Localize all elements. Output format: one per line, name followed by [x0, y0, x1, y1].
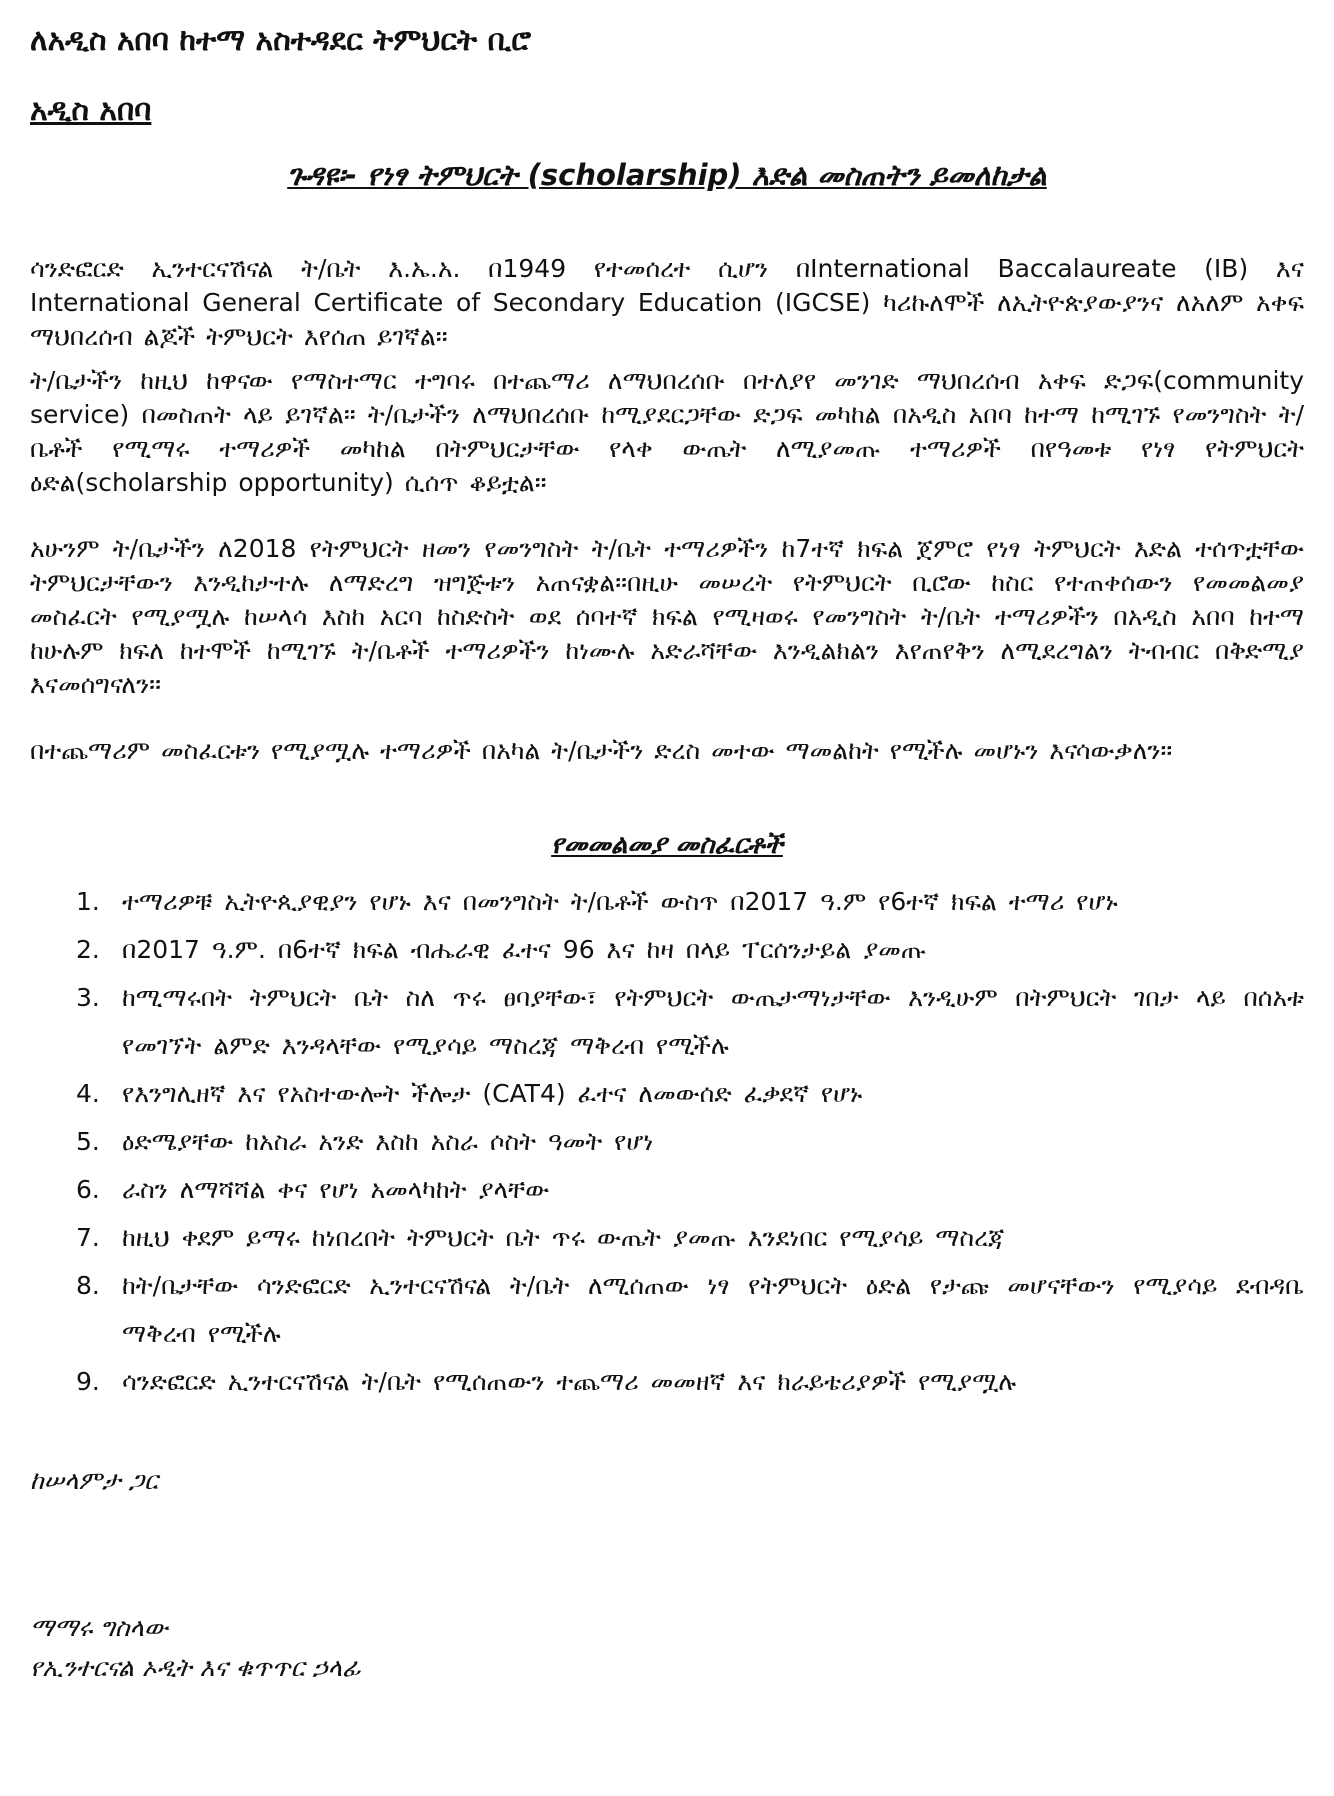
criteria-list [30, 878, 1304, 1406]
criteria-number: 1. [76, 887, 100, 916]
criteria-number: 5. [76, 1127, 100, 1156]
paragraph-community-service: ት/ቤታችን ከዚህ ከዋናው የማስተማር ተግባሩ በተጨማሪ ለማህበረሰቡ በተለያየ መንገድ ማህበረሰብ አቀፍ ድጋፍ(community service) በመስጠት ላይ ይገኛል፡፡ ት/ቤታችን ለማህበረሰቡ ከሚያደርጋቸው ድጋፍ መካከል በአዲስ አበባ ከተማ ከሚገኙ የመንግስት ት/ቤቶች የሚማሩ ተማሪዎች መካከል በትምህርታቸው የላቀ ውጤት ለሚያመጡ ተማሪዎች በየዓመቱ የነፃ የትምህርት ዕድል(scholarship opportunity) ሲሰጥ ቆይቷል፡፡ [30, 366, 1304, 497]
criteria-number: 8. [76, 1271, 100, 1300]
list-item [76, 1166, 1304, 1214]
criteria-text: ሳንድፎርድ ኢንተርናሽናል ት/ቤት የሚሰጠውን ተጨማሪ መመዘኛ እና ክራይቴሪያዎች የሚያሟሉ [122, 1367, 1017, 1396]
list-item [76, 926, 1304, 974]
criteria-number: 2. [76, 935, 100, 964]
closing-line: ከሠላምታ ጋር [30, 1466, 158, 1495]
criteria-title: የመመልመያ መስፈርቶች [551, 830, 783, 860]
subject-line: ጉዳዩ፡- የነፃ ትምህርት (scholarship) እድል መስጠትን ይመለከታል [287, 158, 1047, 192]
paragraph-direct-application: በተጨማሪም መስፈርቱን የሚያሟሉ ተማሪዎች በአካል ት/ቤታችን ድረስ መተው ማመልከት የሚችሉ መሆኑን እናሳውቃለን፡፡ [30, 736, 1173, 765]
criteria-text: ከዚህ ቀደም ይማሩ ከነበረበት ትምህርት ቤት ጥሩ ውጤት ያመጡ እንደነበር የሚያሳይ ማስረጃ [122, 1223, 1005, 1252]
criteria-number: 9. [76, 1367, 100, 1396]
criteria-text: ራስን ለማሻሻል ቀና የሆነ አመላካከት ያላቸው [122, 1175, 550, 1204]
criteria-number: 4. [76, 1079, 100, 1108]
signer-title: የኢንተርናል ኦዲት እና ቁጥጥር ኃላፊ [30, 1653, 361, 1682]
recipient-line: ለአዲስ አበባ ከተማ አስተዳደር ትምህርት ቢሮ [30, 23, 532, 58]
criteria-number: 7. [76, 1223, 100, 1252]
signer-name: ማማሩ ግስላው [30, 1613, 169, 1642]
list-item [76, 1262, 1304, 1358]
criteria-text: ተማሪዎቹ ኢትዮጲያዊያን የሆኑ እና በመንግስት ት/ቤቶች ውስጥ በ2017 ዓ.ም የ6ተኛ ክፍል ተማሪ የሆኑ [122, 887, 1118, 916]
list-item [76, 1214, 1304, 1262]
list-item [76, 878, 1304, 926]
criteria-number: 6. [76, 1175, 100, 1204]
paragraph-request: አሁንም ት/ቤታችን ለ2018 የትምህርት ዘመን የመንግስት ት/ቤት ተማሪዎችን ከ7ተኛ ክፍል ጀምሮ የነፃ ትምህርት እድል ተሰጥቷቸው ትምህርታቸውን እንዲከታተሉ ለማድረግ ዝግጅቱን አጠናቋል፡፡በዚሁ መሠረት የትምህርት ቢሮው ከስር የተጠቀሰውን የመመልመያ መስፈርት የሚያሟሉ ከሠላሳ እስከ አርባ ከስድስት ወደ ሰባተኛ ክፍል የሚዛወሩ የመንግስት ት/ቤት ተማሪዎችን በአዲስ አበባ ከተማ ከሁሉም ክፍለ ከተሞች ከሚገኙ ት/ቤቶች ተማሪዎችን ከነሙሉ አድራሻቸው እንዲልክልን እየጠየቅን ለሚደረግልን ትብብር በቅድሚያ እናመሰግናለን፡፡ [30, 534, 1304, 699]
criteria-text: ከት/ቤታቸው ሳንድፎርድ ኢንተርናሽናል ት/ቤት ለሚሰጠው ነፃ የትምህርት ዕድል የታጩ መሆናቸውን የሚያሳይ ደብዳቤ ማቅረብ የሚችሉ [122, 1271, 1304, 1348]
criteria-text: የእንግሊዘኛ እና የአስተውሎት ችሎታ (CAT4) ፈተና ለመውሰድ ፈቃደኛ የሆኑ [122, 1079, 863, 1108]
criteria-number: 3. [76, 983, 100, 1012]
criteria-text: ዕድሜያቸው ከአስራ አንድ እስከ አስራ ሶስት ዓመት የሆነ [122, 1127, 654, 1156]
criteria-text: ከሚማሩበት ትምህርት ቤት ስለ ጥሩ ፀባያቸው፣ የትምህርት ውጤታማነታቸው እንዲሁም በትምህርት ገበታ ላይ በሰአቱ የመገኘት ልምድ እንዳላቸው የሚያሳይ ማስረጃ ማቅረብ የሚችሉ [122, 983, 1304, 1060]
city-line: አዲስ አበባ [30, 93, 152, 128]
list-item [76, 1070, 1304, 1118]
paragraph-intro: ሳንድፎርድ ኢንተርናሽናል ት/ቤት እ.ኤ.አ. በ1949 የተመሰረተ ሲሆን በInternational Baccalaureate (IB) እና International General Certificate of Secondary Education (IGCSE) ካሪኩለሞች ለኢትዮጵያውያንና ለአለም አቀፍ ማህበረሰብ ልጆች ትምህርት እየሰጠ ይገኛል፡፡ [30, 254, 1304, 351]
list-item [76, 1358, 1304, 1406]
list-item [76, 1118, 1304, 1166]
list-item [76, 974, 1304, 1070]
criteria-text: በ2017 ዓ.ም. በ6ተኛ ክፍል ብሔራዊ ፈተና 96 እና ከዛ በላይ ፐርሰንታይል ያመጡ [122, 935, 927, 964]
